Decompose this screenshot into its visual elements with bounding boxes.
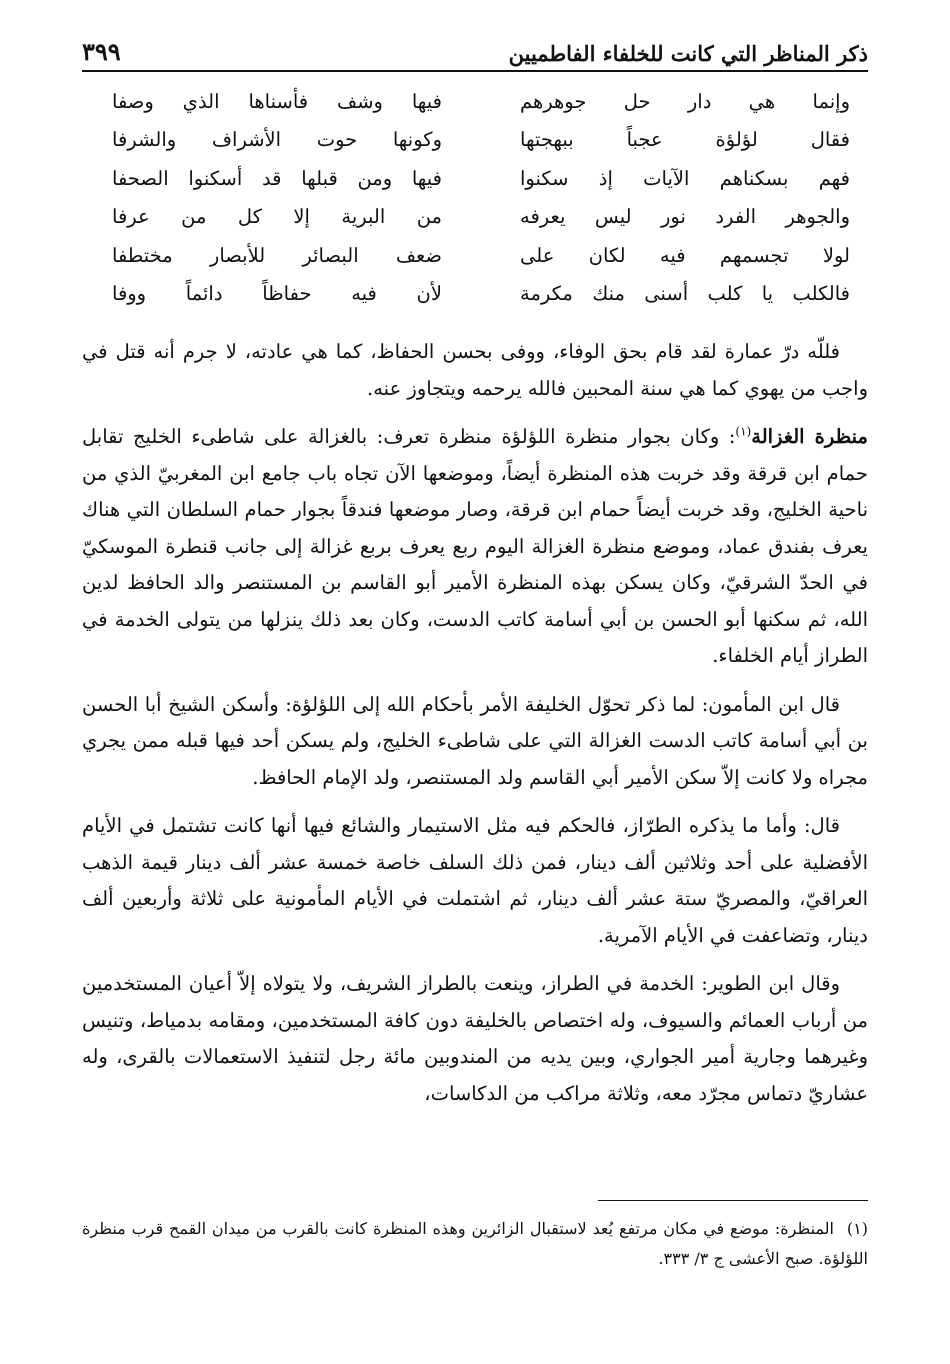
- footnote-text: المنظرة: موضع في مكان مرتفع يُعد لاستقبال الزائرين وهذه المنظرة كانت بالقرب من ميدان القمح قرب منظرة اللؤلؤة. صبح الأعشى ج ٣/ ٣٣٣.: [82, 1219, 868, 1268]
- running-head: [82, 26, 868, 66]
- footnote-ref[interactable]: (١): [735, 424, 752, 439]
- poem-verse: [112, 275, 850, 314]
- footnotes: [82, 1214, 868, 1274]
- paragraph-ghazala: [82, 419, 868, 675]
- poem-hemistich-right: والجوهر الفرد نور ليس يعرفه: [520, 205, 850, 229]
- poem-hemistich-left: ضعف البصائر للأبصار مختطفا: [112, 243, 442, 267]
- paragraph: قال: وأما ما يذكره الطرّاز، فالحكم فيه مثل الاستيمار والشائع فيها أنها كانت تشتمل في الأيام الأفضلية على أحد وثلاثين ألف دينار، فمن ذلك السلف خاصة خمسة عشر ألف دينار قيمة الذهب العراقيّ، والمصريّ ستة عشر ألف دينار، ثم اشتملت في الأيام المأمونية على ثلاثة وأربعين ألف دينار، وتضاعفت في الأيام الآمرية.: [82, 814, 868, 947]
- poem-verse: [112, 82, 850, 121]
- paragraph: فللّه درّ عمارة لقد قام بحق الوفاء، ووفى بحسن الحفاظ، كما هي عادته، لا جرم أنه قتل في واجب من يهوي كما هي سنة المحبين فالله يرحمه ويتجاوز عنه.: [82, 340, 868, 400]
- poem-verse: [112, 159, 850, 198]
- poem-hemistich-left: فيها وشف فأسناها الذي وصفا: [112, 89, 442, 113]
- poem-hemistich-right: فقال لؤلؤة عجباً ببهجتها: [520, 128, 850, 152]
- page-number: ٣٩٩: [82, 37, 121, 66]
- footnote-rule: [598, 1200, 868, 1201]
- paragraph: وقال ابن الطوير: الخدمة في الطراز، وينعت بالطراز الشريف، ولا يتولاه إلاّ أعيان المستخدمين من أرباب العمائم والسيوف، وله اختصاص بالخليفة دون كافة المستخدمين، ومقامه بدمياط، وتنيس وغيرهما وجارية أمير الجواري، وبين يديه من المندوبين مائة رجل لتنفيذ الاستعمالات بالقرى، وله عشاريّ دتماس مجرّد معه، وثلاثة مراكب من الدكاسات،: [82, 972, 868, 1105]
- poem-hemistich-left: لأن فيه حفاظاً دائماً ووفا: [112, 282, 442, 306]
- paragraph-text: : وكان بجوار منظرة اللؤلؤة منظرة تعرف: بالغزالة على شاطىء الخليج تقابل حمام ابن قرقة وقد خربت هذه المنظرة أيضاً، وموضعها الآن تجاه باب جامع ابن المغربيّ الذي من ناحية الخليج، وقد خربت أيضاً حمام ابن قرقة، وصار موضعها فندقاً بجوار حمام السلطان التي هناك يعرف بفندق عماد، وموضع منظرة الغزالة اليوم ربع يعرف بربع غزالة إلى جانب قنطرة الموسكيّ في الحدّ الشرقيّ، وكان يسكن بهذه المنظرة الأمير أبو القاسم بن المستنصر والد الحافظ لدين الله، ثم سكنها أبو الحسن بن أبي أسامة كاتب الدست، وكان بعد ذلك ينزلها من يتولى الخدمة في الطراز أيام الخلفاء.: [82, 425, 868, 667]
- header-rule: [82, 70, 868, 72]
- poem-verse: [112, 198, 850, 237]
- footnote-mark: (١): [846, 1219, 868, 1238]
- poem-hemistich-left: من البرية إلا كل من عرفا: [112, 205, 442, 229]
- poem-hemistich-right: وإنما هي دار حل جوهرهم: [520, 89, 850, 113]
- running-title: ذكر المناظر التي كانت للخلفاء الفاطميين: [508, 41, 868, 66]
- poem-hemistich-right: لولا تجسمهم فيه لكان على: [520, 243, 850, 267]
- footnote: [82, 1214, 868, 1274]
- poem-hemistich-right: فالكلب يا كلب أسنى منك مكرمة: [520, 282, 850, 306]
- poem-hemistich-left: فيها ومن قبلها قد أسكنوا الصحفا: [112, 166, 442, 190]
- poem: [112, 82, 850, 313]
- poem-hemistich-right: فهم بسكناهم الآيات إذ سكنوا: [520, 166, 850, 190]
- body-text: [82, 334, 868, 1124]
- poem-verse: [112, 236, 850, 275]
- section-heading: منظرة الغزالة: [751, 425, 868, 448]
- poem-verse: [112, 121, 850, 160]
- poem-hemistich-left: وكونها حوت الأشراف والشرفا: [112, 128, 442, 152]
- paragraph: قال ابن المأمون: لما ذكر تحوّل الخليفة الأمر بأحكام الله إلى اللؤلؤة: وأسكن الشيخ أبا الحسن بن أبي أسامة كاتب الدست الغزالة التي على شاطىء الخليج، ولم يسكن أحد فيها قبله ممن يجري مجراه ولا كانت إلاّ سكن الأمير أبي القاسم ولد المستنصر، ولد الإمام الحافظ.: [82, 692, 868, 789]
